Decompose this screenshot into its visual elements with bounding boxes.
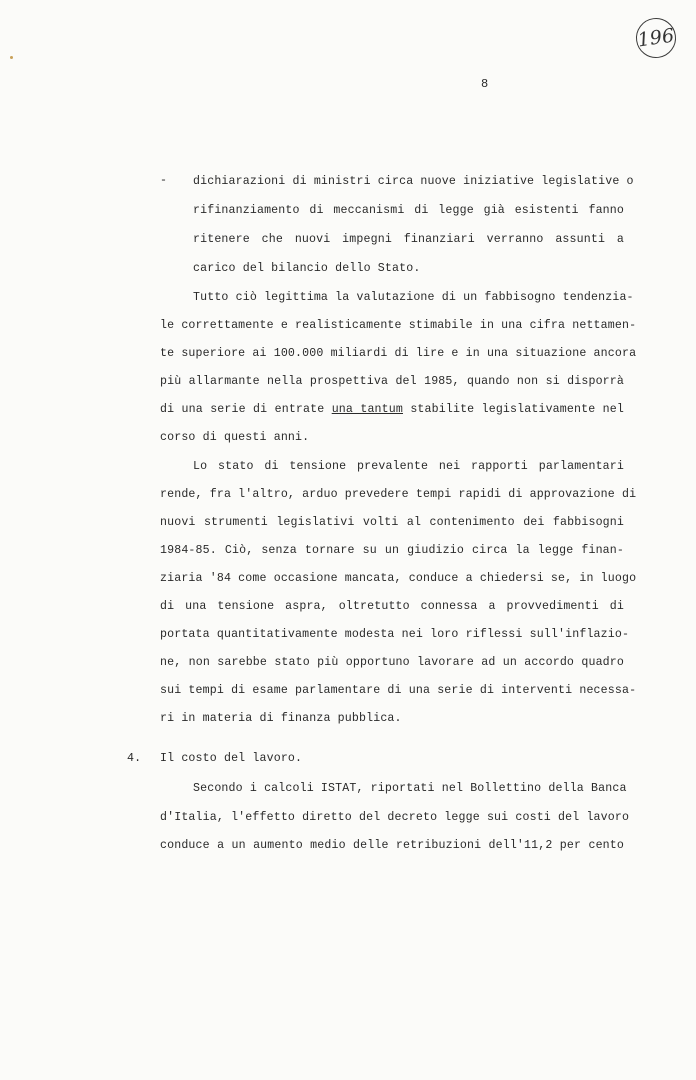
paragraph-line: Secondo i calcoli ISTAT, riportati nel Bollettino della Banca <box>193 782 627 795</box>
paragraph-line: nuovi strumenti legislativi volti al contenimento dei fabbisogni <box>160 516 624 529</box>
page-number: 8 <box>481 77 489 91</box>
page-stamp: 196 <box>633 15 678 60</box>
underlined-term: una tantum <box>331 403 403 416</box>
paragraph-line: te superiore ai 100.000 miliardi di lire e in una situazione ancora <box>160 347 637 360</box>
paragraph-line: Tutto ciò legittima la valutazione di un fabbisogno tendenzia- <box>193 291 634 304</box>
bullet-line: ritenere che nuovi impegni finanziari verranno assunti a <box>193 233 624 246</box>
section-number: 4. <box>127 752 142 765</box>
paragraph-line: ri in materia di finanza pubblica. <box>160 712 402 725</box>
paragraph-line: ne, non sarebbe stato più opportuno lavorare ad un accordo quadro <box>160 656 624 669</box>
paragraph-line: ziaria '84 come occasione mancata, conduce a chiedersi se, in luogo <box>160 572 637 585</box>
paragraph-line: di una tensione aspra, oltretutto connessa a provvedimenti di <box>160 600 624 613</box>
paragraph-line: di una serie di entrate una tantum stabilite legislativamente nel <box>160 403 624 416</box>
paragraph-line: sui tempi di esame parlamentare di una serie di interventi necessa- <box>160 684 637 697</box>
paragraph-line: rende, fra l'altro, arduo prevedere tempi rapidi di approvazione di <box>160 488 637 501</box>
bullet-line: dichiarazioni di ministri circa nuove iniziative legislative o <box>193 175 634 188</box>
paragraph-line: d'Italia, l'effetto diretto del decreto legge sui costi del lavoro <box>160 811 630 824</box>
paragraph-line: portata quantitativamente modesta nei loro riflessi sull'inflazio- <box>160 628 630 641</box>
paragraph-line: più allarmante nella prospettiva del 1985, quando non si disporrà <box>160 375 624 388</box>
paragraph-line: Lo stato di tensione prevalente nei rapporti parlamentari <box>193 460 624 473</box>
paragraph-line: conduce a un aumento medio delle retribuzioni dell'11,2 per cento <box>160 839 624 852</box>
bullet-dash: - <box>160 174 168 187</box>
section-title: Il costo del lavoro. <box>160 752 303 765</box>
paragraph-line: corso di questi anni. <box>160 431 310 444</box>
scan-speck <box>10 56 13 59</box>
paragraph-line: le correttamente e realisticamente stimabile in una cifra nettamen- <box>160 319 637 332</box>
bullet-line: carico del bilancio dello Stato. <box>193 262 421 275</box>
bullet-line: rifinanziamento di meccanismi di legge già esistenti fanno <box>193 204 624 217</box>
paragraph-line: 1984-85. Ciò, senza tornare su un giudizio circa la legge finan- <box>160 544 624 557</box>
